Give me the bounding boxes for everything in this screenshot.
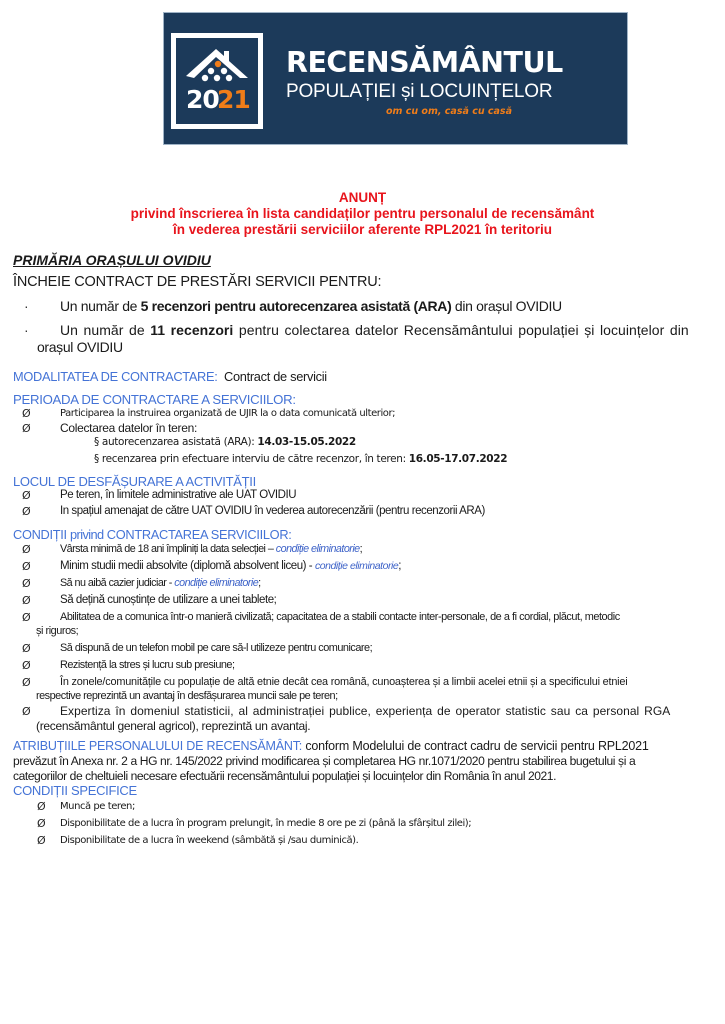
position-prefix: Un număr de [60, 322, 151, 338]
logo-year-right: 21 [217, 85, 250, 114]
census-logo [171, 33, 263, 129]
period-subitem [94, 453, 507, 465]
duties-line-1 [13, 739, 649, 753]
bullet-icon: Ø [22, 543, 31, 556]
position-continuation: orașul OVIDIU [37, 339, 123, 355]
conditions-label-b: privind [70, 527, 104, 542]
bullet-icon: Ø [37, 800, 46, 813]
condition-tail: ; [398, 560, 402, 572]
conditions-heading [13, 527, 292, 542]
position-prefix: Un număr de [60, 298, 141, 314]
subitem-text: autorecenzarea asistată (ARA): [101, 436, 258, 448]
section-icon: § [94, 453, 99, 465]
bullet-icon: Ø [22, 407, 31, 420]
condition-item: Expertiza în domeniul statisticii, al administrației publice, experiența de operator statistic sau ca personal RGA [60, 704, 671, 718]
condition-emphasis: condiție eliminatorie [174, 577, 259, 589]
condition-item: Abilitatea de a comunica într-o manieră civilizată; capacitatea de a stabili contacte inter-personale, de a fi cordial, plăcut, metodic [60, 611, 620, 623]
condition-item: În zonele/comunitățile cu populație de altă etnie decât cea română, cunoașterea și a limbii acelei etnii și a specificului etniei [60, 676, 628, 688]
brand-title: RECENSĂMÂNTUL [286, 46, 563, 79]
period-subitem [94, 436, 356, 448]
specific-item: Disponibilitate de a lucra în weekend (sâmbătă și /sau duminică). [60, 835, 359, 846]
specific-heading: CONDIȚII SPECIFICE [13, 783, 137, 798]
condition-text: Minim studii medii absolvite (diplomă absolvent liceu) - [60, 560, 315, 572]
conditions-label-a: CONDIȚII [13, 527, 71, 542]
bullet-icon: Ø [22, 659, 31, 672]
bullet-icon: Ø [22, 611, 31, 624]
bullet-dot-icon: · [24, 298, 29, 314]
section-icon: § [94, 436, 99, 448]
subitem-date: 14.03-15.05.2022 [257, 436, 356, 448]
condition-item: Să dețină cunoștințe de utilizare a unei tablete; [60, 594, 277, 606]
announcement-title: ANUNȚ [338, 190, 387, 205]
position-item [60, 322, 689, 338]
announcement-title-block [0, 190, 725, 238]
bullet-icon: Ø [22, 676, 31, 689]
condition-text: Vârsta minimă de 18 ani împliniți la data selecției – [60, 543, 276, 555]
condition-continuation: și riguros; [36, 625, 79, 637]
contract-type-label: MODALITATEA DE CONTRACTARE: [13, 369, 218, 384]
bullet-icon: Ø [22, 560, 31, 573]
contract-type-value: Contract de servicii [224, 369, 327, 384]
condition-emphasis: condiție eliminatorie [314, 560, 399, 572]
subitem-text: recenzarea prin efectuare interviu de către recenzor, în teren: [101, 453, 409, 465]
condition-item [60, 560, 401, 572]
organization-name: PRIMĂRIA ORAȘULUI OVIDIU [13, 252, 211, 268]
bullet-icon: Ø [22, 489, 31, 502]
duties-heading: ATRIBUȚIILE PERSONALULUI DE RECENSĂMÂNT: [13, 739, 303, 753]
announcement-line-2: în vederea prestării serviciilor aferente RPL2021 în teritoriu [173, 222, 552, 237]
condition-tail: ; [359, 543, 363, 555]
duties-line-2: prevăzut în Anexa nr. 2 a HG nr. 145/2022 privind modificarea și completarea HG nr.1071/2020 pentru stabilirea bugetului și a [13, 754, 636, 768]
bullet-dot-icon: · [24, 322, 29, 338]
bullet-icon: Ø [22, 422, 31, 435]
census-banner [163, 12, 628, 145]
condition-continuation: (recensământul general agricol), reprezintă un avantaj. [36, 719, 311, 733]
bullet-icon: Ø [22, 505, 31, 518]
bullet-icon: Ø [37, 834, 46, 847]
condition-continuation: respective reprezintă un avantaj în desfășurarea muncii sale pe teren; [36, 690, 338, 702]
bullet-icon: Ø [37, 817, 46, 830]
subitem-date: 16.05-17.07.2022 [408, 453, 508, 465]
position-bold: 11 recenzori [150, 322, 234, 338]
brand-subtitle: POPULAȚIEI și LOCUINȚELOR [286, 81, 553, 102]
period-heading: PERIOADA DE CONTRACTARE A SERVICIILOR: [13, 392, 296, 407]
condition-item: Rezistență la stres și lucru sub presiune; [60, 659, 235, 671]
bullet-icon: Ø [22, 577, 31, 590]
condition-text: Să nu aibă cazier judiciar - [60, 577, 175, 589]
bullet-icon: Ø [22, 705, 31, 718]
period-item: Colectarea datelor în teren: [60, 421, 198, 435]
bullet-icon: Ø [22, 594, 31, 607]
position-item [60, 298, 562, 314]
condition-item [60, 577, 261, 589]
conditions-label-c: CONTRACTAREA SERVICIILOR: [103, 527, 292, 542]
bullet-icon: Ø [22, 642, 31, 655]
location-heading: LOCUL DE DESFĂȘURARE A ACTIVITĂȚII [13, 474, 256, 489]
location-item: Pe teren, în limitele administrative ale UAT OVIDIU [60, 489, 297, 501]
contract-type [13, 369, 327, 384]
duties-text: conform Modelului de contract cadru de servicii pentru RPL2021 [302, 739, 649, 753]
condition-item: Să dispună de un telefon mobil pe care să-l utilizeze pentru comunicare; [60, 642, 373, 654]
position-suffix: pentru colectarea datelor Recensământului populației și locuințelor din [233, 322, 689, 338]
brand-slogan: om cu om, casă cu casă [386, 106, 513, 117]
house-icon [176, 38, 258, 124]
duties-line-3: categoriilor de cheltuieli necesare efectuării recensământului populației și locuințelor din România în anul 2021. [13, 769, 556, 783]
logo-year-left: 20 [186, 85, 219, 114]
contract-heading: ÎNCHEIE CONTRACT DE PRESTĂRI SERVICII PENTRU: [13, 274, 382, 290]
period-item: Participarea la instruirea organizată de UJIR la o data comunicată ulterior; [60, 408, 396, 419]
specific-item: Muncă pe teren; [60, 801, 135, 812]
announcement-line-1: privind înscrierea în lista candidaților pentru personalul de recensământ [130, 206, 595, 221]
position-bold: 5 recenzori pentru autorecenzarea asistată (ARA) [140, 298, 452, 314]
condition-item [60, 543, 362, 555]
location-item: In spațiul amenajat de către UAT OVIDIU în vederea autorecenzării (pentru recenzorii ARA) [60, 505, 485, 517]
specific-item: Disponibilitate de a lucra în program prelungit, în medie 8 ore pe zi (până la sfârșitul zilei); [60, 818, 472, 829]
condition-tail: ; [258, 577, 261, 589]
condition-emphasis: condiție eliminatorie [275, 543, 360, 555]
position-suffix: din orașul OVIDIU [451, 298, 562, 314]
